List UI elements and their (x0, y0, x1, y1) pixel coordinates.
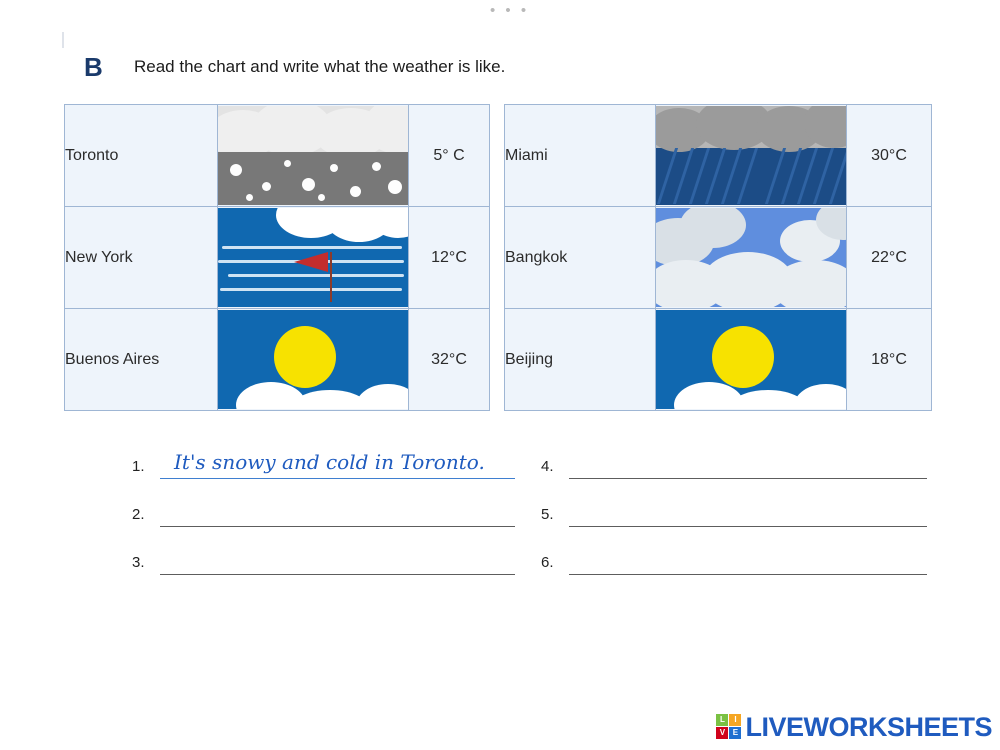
city-name: Bangkok (505, 207, 656, 309)
temperature-value: 5° C (409, 105, 490, 207)
answer-number: 6. (541, 554, 554, 571)
logo-letter-l: L (716, 714, 728, 726)
weather-chart (64, 104, 930, 410)
answer-underline (160, 478, 515, 479)
answer-row-6[interactable] (541, 544, 931, 578)
sunny-illustration (656, 310, 846, 409)
windy-illustration (218, 208, 408, 307)
answer-underline (569, 574, 927, 575)
temperature-value: 30°C (847, 105, 932, 207)
weather-image-stormy (656, 105, 847, 207)
cloudy-illustration (656, 208, 846, 307)
weather-image-windy (218, 207, 409, 309)
city-name: Buenos Aires (65, 309, 218, 411)
table-row (505, 207, 932, 309)
table-row (505, 309, 932, 411)
page-menu-dots: • • • (490, 2, 530, 19)
answer-row-3[interactable] (132, 544, 522, 578)
section-letter: B (84, 52, 103, 82)
weather-image-sunny (218, 309, 409, 411)
city-name: Toronto (65, 105, 218, 207)
answer-input-1[interactable]: It's snowy and cold in Toronto. (174, 450, 485, 474)
section-instruction: Read the chart and write what the weather is like. (134, 57, 506, 76)
answer-number: 1. (132, 458, 145, 475)
answer-number: 2. (132, 506, 145, 523)
answer-underline (160, 526, 515, 527)
liveworksheets-logo-icon (716, 714, 742, 740)
logo-letter-i: I (729, 714, 741, 726)
logo-letter-e: E (729, 727, 741, 739)
city-name: Beijing (505, 309, 656, 411)
table-row (505, 105, 932, 207)
answer-number: 3. (132, 554, 145, 571)
weather-table-left (64, 104, 490, 411)
snowy-illustration (218, 106, 408, 205)
answer-row-1[interactable] (132, 448, 522, 482)
weather-image-cloudy (656, 207, 847, 309)
table-row (65, 105, 490, 207)
answer-row-5[interactable] (541, 496, 931, 530)
temperature-value: 32°C (409, 309, 490, 411)
sunny-illustration (218, 310, 408, 409)
table-row (65, 309, 490, 411)
table-row (65, 207, 490, 309)
page-edge-marker (62, 32, 64, 48)
weather-image-sunny (656, 309, 847, 411)
answer-number: 4. (541, 458, 554, 475)
answer-number: 5. (541, 506, 554, 523)
brand-wordmark: LIVEWORKSHEETS (745, 711, 992, 742)
liveworksheets-brand[interactable] (716, 710, 992, 744)
weather-image-snowy (218, 105, 409, 207)
answer-underline (569, 478, 927, 479)
answer-underline (569, 526, 927, 527)
city-name: New York (65, 207, 218, 309)
answer-row-4[interactable] (541, 448, 931, 482)
temperature-value: 18°C (847, 309, 932, 411)
temperature-value: 22°C (847, 207, 932, 309)
city-name: Miami (505, 105, 656, 207)
answer-underline (160, 574, 515, 575)
weather-table-right (504, 104, 932, 411)
logo-letter-v: V (716, 727, 728, 739)
temperature-value: 12°C (409, 207, 490, 309)
stormy-illustration (656, 106, 846, 205)
answer-row-2[interactable] (132, 496, 522, 530)
